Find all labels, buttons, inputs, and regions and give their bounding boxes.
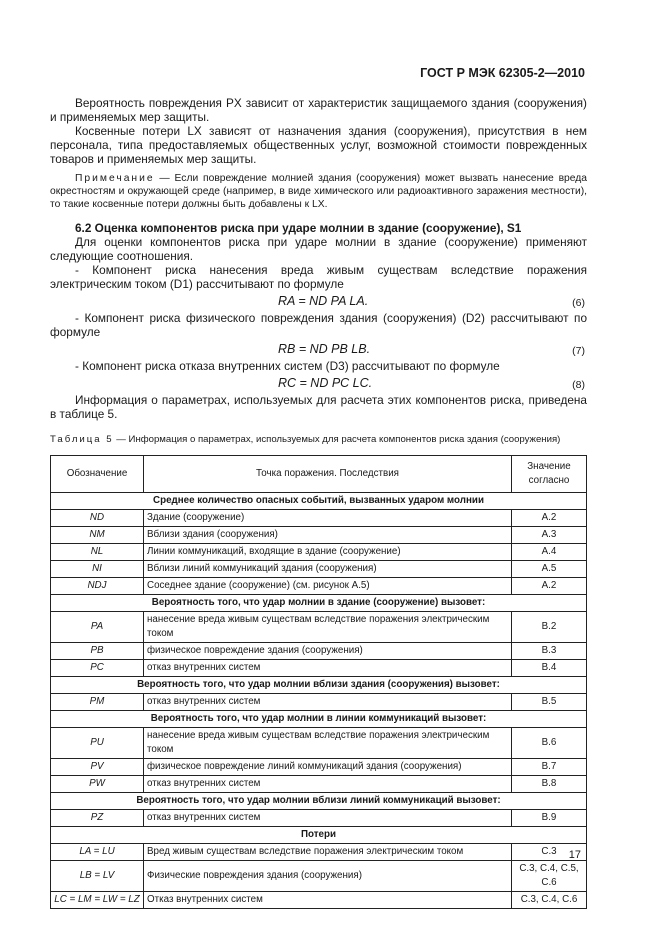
row-description: Здание (сооружение)	[144, 510, 512, 527]
header-symbol: Обозначение	[51, 456, 144, 493]
row-reference: B.3	[512, 643, 587, 660]
table-row	[51, 660, 587, 677]
row-reference: A.5	[512, 561, 587, 578]
row-description: отказ внутренних систем	[144, 694, 512, 711]
row-description: нанесение вреда живым существам вследствие поражения электрическим током	[144, 612, 512, 643]
table-row	[51, 643, 587, 660]
paragraph-lx: Косвенные потери LX зависят от назначения здания (сооружения), присутствия в нем персонала, типа предоставляемых общественных услуг, возможной стоимости поврежденных товаров и применяемых мер защиты.	[50, 124, 587, 166]
table-caption	[50, 433, 587, 447]
row-reference: B.8	[512, 776, 587, 793]
row-symbol: LC = LM = LW = LZ	[51, 892, 144, 909]
table-group-row	[51, 711, 587, 728]
table-group-row	[51, 493, 587, 510]
table-row	[51, 544, 587, 561]
row-symbol: PU	[51, 728, 144, 759]
table-body	[51, 493, 587, 909]
group-title: Вероятность того, что удар молнии в линии коммуникаций вызовет:	[51, 711, 587, 728]
formula-7-number: (7)	[572, 345, 585, 357]
row-symbol: PM	[51, 694, 144, 711]
paragraph-table-ref: Информация о параметрах, используемых для расчета этих компонентов риска, приведена в таблице 5.	[50, 393, 587, 421]
group-title: Вероятность того, что удар молнии в здание (сооружение) вызовет:	[51, 595, 587, 612]
table-group-row	[51, 677, 587, 694]
paragraph-intro: Для оценки компонентов риска при ударе молнии в здание (сооружение) применяют следующие соотношения.	[50, 235, 587, 263]
row-symbol: LB = LV	[51, 861, 144, 892]
row-description: отказ внутренних систем	[144, 660, 512, 677]
row-description: Линии коммуникаций, входящие в здание (сооружение)	[144, 544, 512, 561]
formula-7-expr: RB = ND PB LB.	[278, 342, 371, 356]
row-symbol: PB	[51, 643, 144, 660]
row-symbol: PA	[51, 612, 144, 643]
formula-6-number: (6)	[572, 297, 585, 309]
note-text: — Если повреждение молнией здания (сооружения) может вызвать нанесение вреда окрестностям и окружающей среде (например, в виде химического или радиоактивного заражения местности), то такие косвенные потери должны быть добавлены к LX.	[50, 173, 587, 210]
row-description: физическое повреждение линий коммуникаций здания (сооружения)	[144, 759, 512, 776]
formula-8-number: (8)	[572, 379, 585, 391]
group-title: Потери	[51, 827, 587, 844]
row-reference: C.3	[512, 844, 587, 861]
paragraph-d2: - Компонент риска физического повреждения здания (сооружения) (D2) рассчитывают по формуле	[50, 311, 587, 339]
row-description: нанесение вреда живым существам вследствие поражения электрическим током	[144, 728, 512, 759]
row-reference: B.5	[512, 694, 587, 711]
document-header: ГОСТ Р МЭК 62305-2—2010	[420, 66, 585, 80]
row-description: Соседнее здание (сооружение) (см. рисунок A.5)	[144, 578, 512, 595]
row-description: отказ внутренних систем	[144, 776, 512, 793]
row-symbol: LA = LU	[51, 844, 144, 861]
table-row	[51, 612, 587, 643]
row-symbol: NM	[51, 527, 144, 544]
row-reference: B.2	[512, 612, 587, 643]
paragraph-d3: - Компонент риска отказа внутренних систем (D3) рассчитывают по формуле	[75, 359, 500, 373]
paragraph-d1: - Компонент риска нанесения вреда живым существам вследствие поражения электрическим током (D1) рассчитывают по формуле	[50, 263, 587, 291]
table-row	[51, 694, 587, 711]
row-reference: B.7	[512, 759, 587, 776]
table-row	[51, 578, 587, 595]
table-row	[51, 527, 587, 544]
formula-6	[50, 291, 587, 311]
row-reference: C.3, C.4, C.6	[512, 892, 587, 909]
row-reference: B.9	[512, 810, 587, 827]
header-reference: Значение согласно	[512, 456, 587, 493]
row-reference: B.6	[512, 728, 587, 759]
group-title: Среднее количество опасных событий, вызванных ударом молнии	[51, 493, 587, 510]
row-symbol: PV	[51, 759, 144, 776]
row-description: Вблизи линий коммуникаций здания (сооружения)	[144, 561, 512, 578]
page-content	[50, 96, 587, 909]
table-row	[51, 776, 587, 793]
formula-8	[50, 373, 587, 393]
row-symbol: NL	[51, 544, 144, 561]
paragraph-px: Вероятность повреждения PX зависит от характеристик защищаемого здания (сооружения) и применяемых мер защиты.	[50, 96, 587, 124]
row-symbol: ND	[51, 510, 144, 527]
table-row	[51, 728, 587, 759]
row-description: Вблизи здания (сооружения)	[144, 527, 512, 544]
row-symbol: PC	[51, 660, 144, 677]
row-symbol: PW	[51, 776, 144, 793]
row-symbol: PZ	[51, 810, 144, 827]
page-number: 17	[568, 849, 581, 861]
table-row	[51, 892, 587, 909]
formula-6-expr: RA = ND PA LA.	[278, 294, 369, 308]
row-reference: A.2	[512, 510, 587, 527]
row-description: Отказ внутренних систем	[144, 892, 512, 909]
parameters-table	[50, 455, 587, 909]
group-title: Вероятность того, что удар молнии вблизи линий коммуникаций вызовет:	[51, 793, 587, 810]
row-reference: A.3	[512, 527, 587, 544]
table-row	[51, 844, 587, 861]
table-row	[51, 561, 587, 578]
header-description: Точка поражения. Последствия	[144, 456, 512, 493]
table-row	[51, 810, 587, 827]
row-description: отказ внутренних систем	[144, 810, 512, 827]
table-row	[51, 759, 587, 776]
table-header-row	[51, 456, 587, 493]
table-row	[51, 861, 587, 892]
row-description: Вред живым существам вследствие поражения электрическим током	[144, 844, 512, 861]
note	[50, 172, 587, 211]
row-reference: C.3, C.4, C.5, C.6	[512, 861, 587, 892]
row-symbol: NDJ	[51, 578, 144, 595]
row-symbol: NI	[51, 561, 144, 578]
row-reference: B.4	[512, 660, 587, 677]
table-row	[51, 510, 587, 527]
section-heading: 6.2 Оценка компонентов риска при ударе молнии в здание (сооружение), S1	[75, 221, 522, 235]
formula-7	[50, 339, 587, 359]
row-description: физическое повреждение здания (сооружения)	[144, 643, 512, 660]
table-group-row	[51, 827, 587, 844]
group-title: Вероятность того, что удар молнии вблизи здания (сооружения) вызовет:	[51, 677, 587, 694]
table-caption-text: — Информация о параметрах, используемых для расчета компонентов риска здания (сооружения)	[113, 434, 561, 445]
table-group-row	[51, 793, 587, 810]
row-description: Физические повреждения здания (сооружения)	[144, 861, 512, 892]
note-label: Примечание	[75, 173, 155, 184]
row-reference: A.2	[512, 578, 587, 595]
table-group-row	[51, 595, 587, 612]
row-reference: A.4	[512, 544, 587, 561]
formula-8-expr: RC = ND PC LC.	[278, 376, 373, 390]
table-caption-label: Таблица 5	[50, 434, 114, 445]
